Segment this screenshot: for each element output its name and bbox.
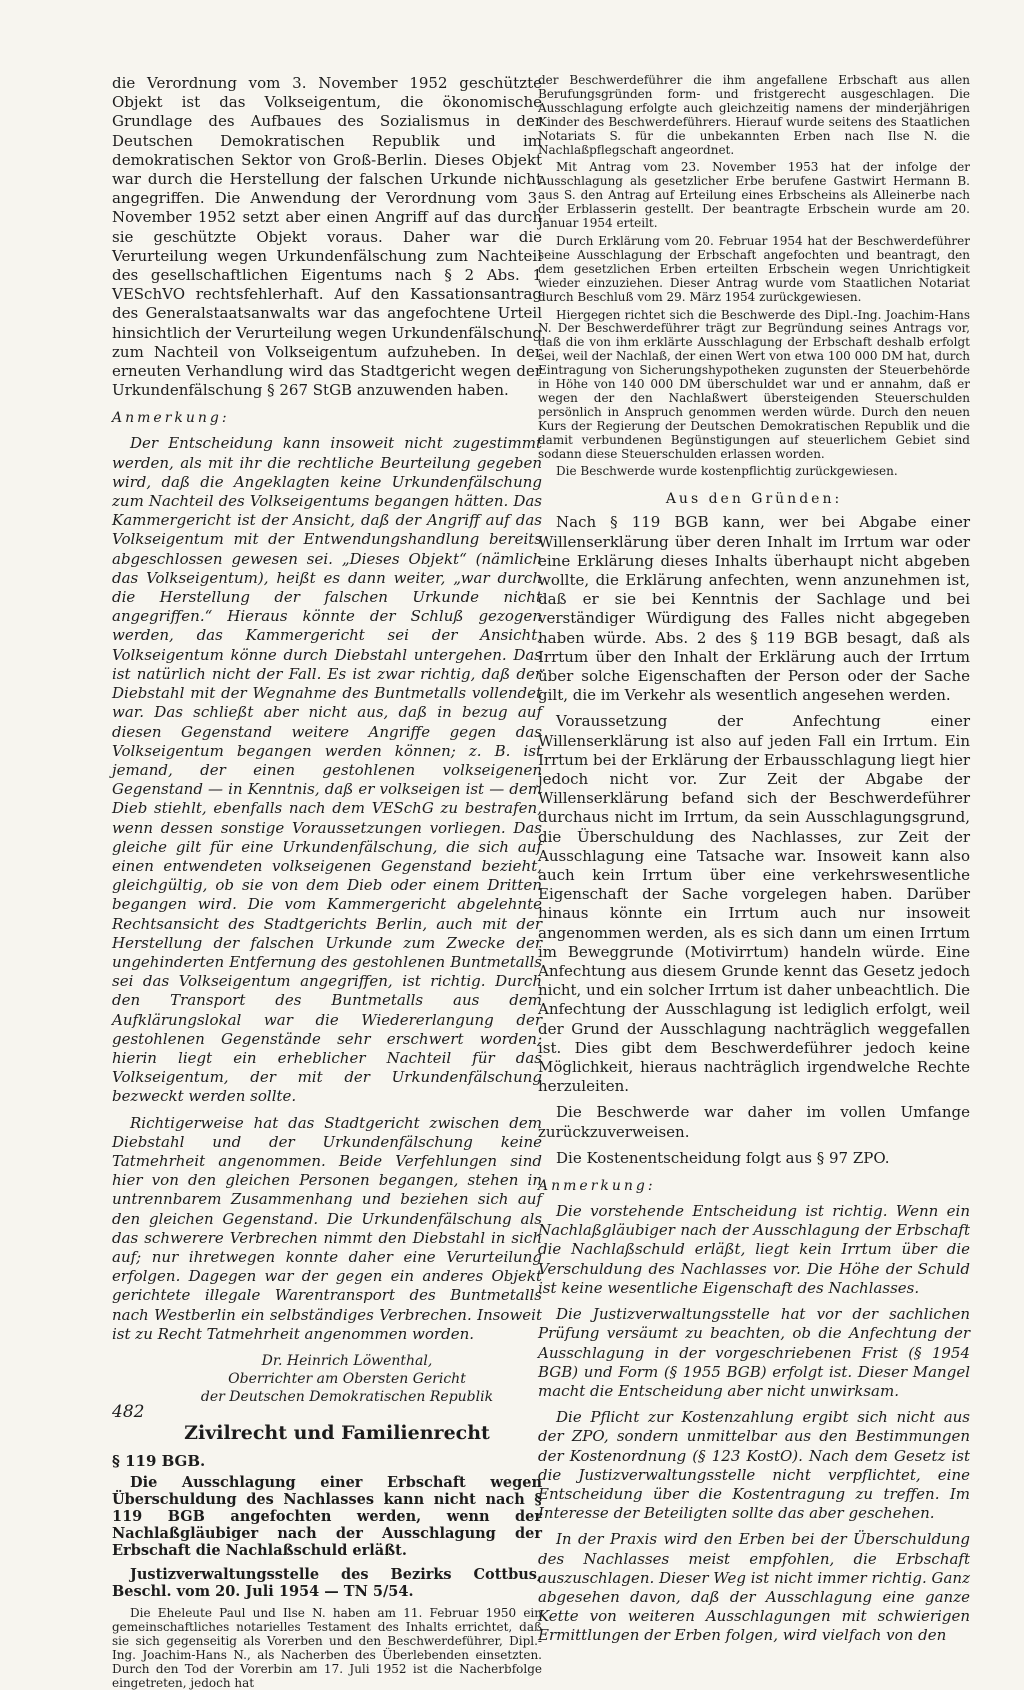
- facts-paragraph: Hiergegen richtet sich die Beschwerde des Dipl.-Ing. Joachim-Hans N. Der Beschwerdeführer trägt zur Begründung seines Antrags vor, daß die von ihm erklärte Ausschlagung der Erbschaft deshalb erfolgt sei, weil der Nachlaß, der einen Wert von etwa 100 000 DM hat, durch Eintragung von Sicherungshypotheken zugunsten der Steuerbehörde in Höhe von 140 000 DM überschuldet war und er annahm, daß er wegen der den Nachlaßwert übersteigenden Steuerschulden persönlich in Anspruch genommen werden würde. Durch den neuen Kurs der Regierung der Deutschen Demokratischen Republik und die damit verbundenen Begünstigungen auf steuerlichem Gebiet sind sodann diese Steuerschulden erlassen worden.: [538, 307, 970, 461]
- author-signature: [152, 1352, 542, 1406]
- paragraph: Die Kostenentscheidung folgt aus § 97 ZPO.: [556, 1148, 890, 1167]
- page-number: 482: [112, 1402, 145, 1422]
- author-name: Dr. Heinrich Löwenthal,: [261, 1353, 433, 1369]
- author-title: der Deutschen Demokratischen Republik: [200, 1389, 494, 1405]
- paragraph: Der Entscheidung kann insoweit nicht zugestimmt werden, als mit ihr die rechtliche Beurteilung gegeben wird, daß die Angeklagten keine Urkundenfälschung zum Nachteil des Volkseigentums begangen hätten. Das Kammergericht ist der Ansicht, daß der Angriff auf das Volkseigentum mit der Entwendungshandlung bereits abgeschlossen gewesen sei. „Dieses Objekt“ (nämlich das Volkseigentum), heißt es dann weiter, „war durch die Herstellung der falschen Urkunde nicht angegriffen.“ Hieraus könnte der Schluß gezogen werden, das Kammergericht sei der Ansicht, Volkseigentum könne durch Diebstahl untergehen. Das ist natürlich nicht der Fall. Es ist zwar richtig, daß der Diebstahl mit der Wegnahme des Buntmetalls vollendet war. Das schließt aber nicht aus, daß in bezug auf diesen Gegenstand weitere Angriffe gegen das Volkseigentum begangen werden können; z. B. ist jemand, der einen gestohlenen volkseigenen Gegenstand — in Kenntnis, daß er volkseigen ist — dem Dieb stiehlt, ebenfalls nach dem VESchG zu bestrafen, wenn dessen sonstige Voraussetzungen vorliegen. Das gleiche gilt für eine Urkundenfälschung, die sich auf einen entwendeten volkseigenen Gegenstand bezieht, gleichgültig, ob sie von dem Dieb oder einem Dritten begangen wird. Die vom Kammergericht abgelehnte Rechtsansicht des Stadtgerichts Berlin, auch mit der Herstellung der falschen Urkunde zum Zwecke der ungehinderten Entfernung des gestohlenen Buntmetalls sei das Volkseigentum angegriffen, ist richtig. Durch den Transport des Buntmetalls aus dem Aufklärungslokal war die Wiedererlangung der gestohlenen Gegenstände sehr erschwert worden; hierin liegt ein erheblicher Nachteil für das Volkseigentum, der mit der Urkundenfälschung bezweckt werden sollte.: [112, 434, 542, 1106]
- paragraph: Nach § 119 BGB kann, wer bei Abgabe einer Willenserklärung über deren Inhalt im Irrtum war oder eine Erklärung dieses Inhalts überhaupt nicht abgeben wollte, die Erklärung anfechten, wenn anzunehmen ist, daß er sie bei Kenntnis der Sachlage und bei verständiger Würdigung des Falles nicht abgegeben haben würde. Abs. 2 des § 119 BGB besagt, daß als Irrtum über den Inhalt der Erklärung auch der Irrtum über solche Eigenschaften der Person oder der Sache gilt, die im Verkehr als wesentlich angesehen werden.: [538, 513, 970, 705]
- paragraph: Die vorstehende Entscheidung ist richtig. Wenn ein Nachlaßgläubiger nach der Ausschlagung der Erbschaft die Nachlaßschuld erläßt, liegt kein Irrtum über die Verschuldung des Nachlasses vor. Die Höhe der Schuld ist keine wesentliche Eigenschaft des Nachlasses.: [538, 1202, 970, 1297]
- anmerkung-label: Anmerkung:: [112, 410, 230, 427]
- paragraph: Voraussetzung der Anfechtung einer Willenserklärung ist also auf jeden Fall ein Irrtum. Ein Irrtum bei der Erklärung der Erbausschlagung liegt hier jedoch nicht vor. Zur Zeit der Abgabe der Willenserklärung befand sich der Beschwerdeführer durchaus nicht im Irrtum, da sein Ausschlagungsgrund, die Überschuldung des Nachlasses, zur Zeit der Ausschlagung eine Tatsache war. Insoweit kann also auch kein Irrtum über eine verkehrswesentliche Eigenschaft der Sache vorgelegen haben. Darüber hinaus könnte ein Irrtum auch nur insoweit angenommen werden, als es sich dann um einen Irrtum im Beweggrunde (Motivirrtum) handeln würde. Eine Anfechtung aus diesem Grunde kennt das Gesetz jedoch nicht, und ein solcher Irrtum ist daher unbeachtlich. Die Anfechtung der Ausschlagung ist lediglich erfolgt, weil der Grund der Ausschlagung nachträglich weggefallen ist. Dies gibt dem Beschwerdeführer jedoch keine Möglichkeit, hieraus nachträglich irgendwelche Rechte herzuleiten.: [538, 712, 970, 1096]
- facts-paragraph: Die Beschwerde wurde kostenpflichtig zurückgewiesen.: [556, 464, 898, 479]
- paragraph: Die Pflicht zur Kostenzahlung ergibt sich nicht aus der ZPO, sondern unmittelbar aus den Bestimmungen der Kostenordnung (§ 123 KostO). Nach dem Gesetz ist die Justizverwaltungsstelle nicht verpflichtet, eine Entscheidung über die Kostentragung zu treffen. Im Interesse der Beteiligten sollte das aber geschehen.: [538, 1408, 970, 1523]
- facts-paragraph: Die Eheleute Paul und Ilse N. haben am 11. Februar 1950 ein gemeinschaftliches notarielles Testament des Inhalts errichtet, daß sie sich gegenseitig als Vorerben und den Beschwerdeführer, Dipl.-Ing. Joachim-Hans N., als Nacherben des Überlebenden einsetzten. Durch den Tod der Vorerbin am 17. Juli 1952 ist die Nacherbfolge eingetreten, jedoch hat: [112, 1606, 542, 1690]
- facts-paragraph: der Beschwerdeführer die ihm angefallene Erbschaft aus allen Berufungsgründen form- und fristgerecht ausgeschlagen. Die Ausschlagung erfolgte auch gleichzeitig namens der minderjährigen Kinder des Beschwerdeführers. Hierauf wurde seitens des Staatlichen Notariats S. für die unbekannten Erben nach Ilse N. die Nachlaßpflegschaft angeordnet.: [538, 73, 970, 157]
- court-reference: Justizverwaltungsstelle des Bezirks Cottbus, Beschl. vom 20. Juli 1954 — TN 5/54.: [112, 1566, 542, 1600]
- paragraph: Die Beschwerde war daher im vollen Umfange zurückzuverweisen.: [538, 1103, 970, 1141]
- left-column: [112, 74, 542, 1690]
- section-title: Zivilrecht und Familienrecht: [184, 1422, 490, 1444]
- paragraph: die Verordnung vom 3. November 1952 geschützte Objekt ist das Volkseigentum, die ökonomische Grundlage des Aufbaues des Sozialismus in der Deutschen Demokratischen Republik und im demokratischen Sektor von Groß-Berlin. Dieses Objekt war durch die Herstellung der falschen Urkunde nicht angegriffen. Die Anwendung der Verordnung vom 3. November 1952 setzt aber einen Angriff auf das durch sie geschützte Objekt voraus. Daher war die Verurteilung wegen Urkundenfälschung zum Nachteil des gesellschaftlichen Eigentums nach § 2 Abs. 1 VESchVO rechtsfehlerhaft. Auf den Kassationsantrag des Generalstaatsanwalts war das angefochtene Urteil hinsichtlich der Verurteilung wegen Urkundenfälschung zum Nachteil von Volkseigentum aufzuheben. In der erneuten Verhandlung wird das Stadtgericht wegen der Urkundenfälschung § 267 StGB anzuwenden haben.: [112, 74, 542, 400]
- gruende-heading: Aus den Gründen:: [665, 491, 843, 508]
- paragraph: Richtigerweise hat das Stadtgericht zwischen dem Diebstahl und der Urkundenfälschung keine Tatmehrheit angenommen. Beide Verfehlungen sind hier von den gleichen Personen begangen, stehen in untrennbarem Zusammenhang und beziehen sich auf den gleichen Gegenstand. Die Urkundenfälschung als das schwerere Verbrechen nimmt den Diebstahl in sich auf; nur ihretwegen konnte daher eine Verurteilung erfolgen. Dagegen war der gegen ein anderes Objekt gerichtete illegale Warentransport des Buntmetalls nach Westberlin ein selbständiges Verbrechen. Insoweit ist zu Recht Tatmehrheit angenommen worden.: [112, 1113, 542, 1343]
- paragraph: In der Praxis wird den Erben bei der Überschuldung des Nachlasses meist empfohlen, die Erbschaft auszuschlagen. Dieser Weg ist nicht immer richtig. Ganz abgesehen davon, daß der Ausschlagung eine ganze Kette von weiteren Ausschlagungen mit schwierigen Ermittlungen der Erben folgen, wird vielfach von den: [538, 1530, 970, 1645]
- anmerkung-label: Anmerkung:: [538, 1178, 656, 1195]
- headnote: Die Ausschlagung einer Erbschaft wegen Überschuldung des Nachlasses kann nicht nach § 119 BGB angefochten werden, wenn der Nachlaßgläubiger nach der Ausschlagung der Erbschaft die Nachlaßschuld erläßt.: [112, 1474, 542, 1559]
- paragraph-reference: § 119 BGB.: [112, 1452, 206, 1470]
- paragraph: Die Justizverwaltungsstelle hat vor der sachlichen Prüfung versäumt zu beachten, ob die Anfechtung der Ausschlagung in der vorgeschriebenen Frist (§ 1954 BGB) und Form (§ 1955 BGB) erfolgt ist. Dieser Mangel macht die Entscheidung aber nicht unwirksam.: [538, 1305, 970, 1400]
- author-title: Oberrichter am Obersten Gericht: [228, 1371, 466, 1387]
- right-column: [538, 74, 970, 1646]
- facts-paragraph: Durch Erklärung vom 20. Februar 1954 hat der Beschwerdeführer seine Ausschlagung der Erbschaft angefochten und beantragt, den dem gesetzlichen Erben erteilten Erbschein wegen Unrichtigkeit wieder einzuziehen. Dieser Antrag wurde vom Staatlichen Notariat durch Beschluß vom 29. März 1954 zurückgewiesen.: [538, 233, 970, 304]
- facts-paragraph: Mit Antrag vom 23. November 1953 hat der infolge der Ausschlagung als gesetzlicher Erbe berufene Gastwirt Hermann B. aus S. den Antrag auf Erteilung eines Erbscheins als Alleinerbe nach der Erblasserin gestellt. Der beantragte Erbschein wurde am 20. Januar 1954 erteilt.: [538, 160, 970, 231]
